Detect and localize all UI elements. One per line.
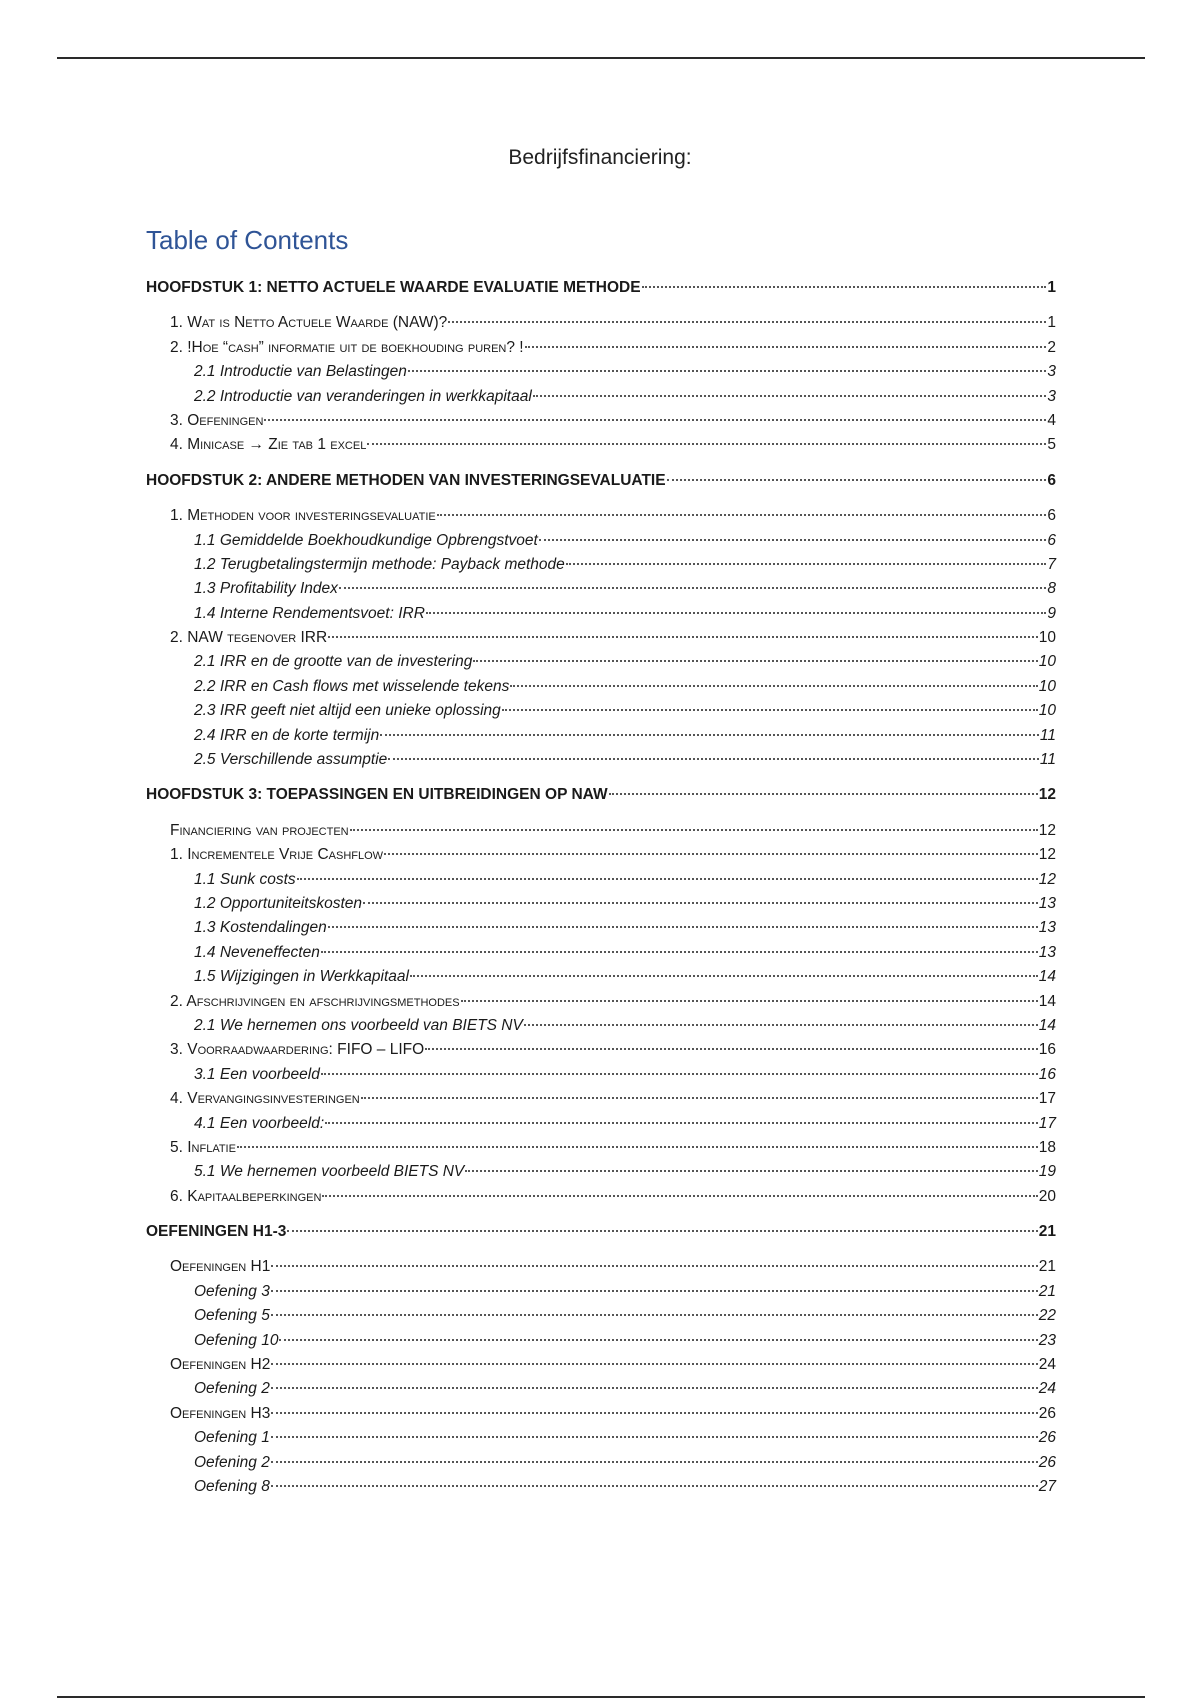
toc-dot-leader <box>425 1048 1038 1050</box>
toc-subsection-entry[interactable] <box>146 529 1056 553</box>
toc-entry-title: Oefeningen H3 <box>170 1404 271 1422</box>
toc-page-number: 14 <box>1038 968 1056 986</box>
toc-entry-title: 2.3 IRR geeft niet altijd een unieke oplossing <box>194 702 501 720</box>
toc-page-number: 19 <box>1038 1163 1056 1181</box>
toc-dot-leader <box>350 829 1038 831</box>
toc-entry-title: 2.4 IRR en de korte termijn <box>194 726 380 744</box>
toc-dot-leader <box>271 1436 1038 1438</box>
toc-section-entry[interactable] <box>146 433 1056 457</box>
toc-dot-leader <box>264 419 1046 421</box>
toc-heading: Table of Contents <box>146 225 349 255</box>
toc-subsection-entry[interactable] <box>146 1304 1056 1328</box>
toc-entry-title: 2.2 IRR en Cash flows met wisselende tekens <box>194 677 510 695</box>
toc-spacer <box>146 772 1056 783</box>
toc-dot-leader <box>361 1097 1038 1099</box>
toc-page-number: 16 <box>1038 1065 1056 1083</box>
toc-subsection-entry[interactable] <box>146 385 1056 409</box>
toc-page-number: 6 <box>1047 471 1056 489</box>
toc-entry-title: 3.1 Een voorbeeld <box>194 1065 320 1083</box>
toc-page-number: 21 <box>1038 1223 1056 1241</box>
toc-entry-title: 1.4 Neveneffecten <box>194 943 320 961</box>
toc-page-number: 12 <box>1038 846 1056 864</box>
toc-section-entry[interactable] <box>146 1185 1056 1209</box>
toc-subsection-entry[interactable] <box>146 1063 1056 1087</box>
toc-dot-leader <box>408 370 1047 372</box>
toc-entry-title: Oefening 5 <box>194 1307 270 1325</box>
toc-entry-title: 1.1 Gemiddelde Boekhoudkundige Opbrengstvoet <box>194 531 538 549</box>
toc-dot-leader <box>461 1000 1038 1002</box>
toc-dot-leader <box>328 926 1038 928</box>
toc-subsection-entry[interactable] <box>146 675 1056 699</box>
toc-subsection-entry[interactable] <box>146 892 1056 916</box>
toc-entry-title: 1. Methoden voor investeringsevaluatie <box>170 507 436 525</box>
toc-page-number: 11 <box>1039 726 1056 744</box>
toc-page-number: 26 <box>1038 1453 1056 1471</box>
toc-page-number: 3 <box>1047 363 1056 381</box>
toc-entry-title: 2. !Hoe “cash” informatie uit de boekhouding puren? ! <box>170 338 524 356</box>
toc-dot-leader <box>525 346 1047 348</box>
toc-section-entry[interactable] <box>146 819 1056 843</box>
toc-entry-title: 5. Inflatie <box>170 1138 236 1156</box>
toc-entry-title: 1.2 Opportuniteitskosten <box>194 894 363 912</box>
toc-section-entry[interactable] <box>146 1087 1056 1111</box>
toc-page-number: 13 <box>1038 943 1056 961</box>
toc-subsection-entry[interactable] <box>146 1329 1056 1353</box>
toc-dot-leader <box>539 539 1047 541</box>
toc-page-number: 24 <box>1038 1380 1056 1398</box>
toc-entry-title: Financiering van projecten <box>170 821 349 839</box>
toc-page-number: 17 <box>1038 1090 1056 1108</box>
toc-page-number: 23 <box>1038 1331 1056 1349</box>
toc-spacer <box>146 458 1056 469</box>
toc-subsection-entry[interactable] <box>146 941 1056 965</box>
toc-dot-leader <box>566 563 1047 565</box>
toc-dot-leader <box>271 1290 1038 1292</box>
toc-dot-leader <box>642 286 1047 288</box>
toc-entry-title: 3. Voorraadwaardering: FIFO – LIFO <box>170 1041 425 1059</box>
toc-dot-leader <box>473 660 1037 662</box>
toc-dot-leader <box>609 793 1038 795</box>
toc-subsection-entry[interactable] <box>146 1451 1056 1475</box>
toc-subsection-entry[interactable] <box>146 916 1056 940</box>
toc-dot-leader <box>271 1461 1038 1463</box>
toc-page-number: 11 <box>1039 751 1056 769</box>
toc-entry-title: 1.5 Wijzigingen in Werkkapitaal <box>194 968 409 986</box>
toc-entry-title: 2.1 IRR en de grootte van de investering <box>194 653 473 671</box>
toc-subsection-entry[interactable] <box>146 1160 1056 1184</box>
toc-dot-leader <box>437 514 1047 516</box>
toc-chapter-entry[interactable] <box>146 276 1056 300</box>
toc-section-entry[interactable] <box>146 990 1056 1014</box>
toc-page-number: 26 <box>1038 1404 1056 1422</box>
toc-subsection-entry[interactable] <box>146 553 1056 577</box>
toc-section-entry[interactable] <box>146 626 1056 650</box>
toc-entry-title: Oefening 3 <box>194 1282 270 1300</box>
toc-section-entry[interactable] <box>146 336 1056 360</box>
toc-entry-title: 1.4 Interne Rendementsvoet: IRR <box>194 604 425 622</box>
toc-dot-leader <box>328 636 1038 638</box>
toc-entry-title: 6. Kapitaalbeperkingen <box>170 1187 322 1205</box>
toc-subsection-entry[interactable] <box>146 1377 1056 1401</box>
toc-entry-title: Oefening 2 <box>194 1453 270 1471</box>
toc-page-number: 13 <box>1038 919 1056 937</box>
toc-page-number: 10 <box>1038 629 1056 647</box>
toc-dot-leader <box>384 853 1038 855</box>
toc-entry-title: 1. Wat is Netto Actuele Waarde (NAW)? <box>170 314 448 332</box>
toc-subsection-entry[interactable] <box>146 1112 1056 1136</box>
toc-entry-title: Oefening 2 <box>194 1380 270 1398</box>
toc-subsection-entry[interactable] <box>146 965 1056 989</box>
toc-page-number: 24 <box>1038 1356 1056 1374</box>
toc-entry-title: HOOFDSTUK 1: NETTO ACTUELE WAARDE EVALUATIE METHODE <box>146 279 641 296</box>
toc-page-number: 6 <box>1047 531 1056 549</box>
toc-dot-leader <box>271 1387 1038 1389</box>
toc-section-entry[interactable] <box>146 1038 1056 1062</box>
toc-dot-leader <box>510 685 1037 687</box>
toc-section-entry[interactable] <box>146 1255 1056 1279</box>
toc-page-number: 14 <box>1038 1016 1056 1034</box>
toc-dot-leader <box>271 1412 1037 1414</box>
document-title: Bedrijfsfinanciering: <box>508 146 692 169</box>
toc-subsection-entry[interactable] <box>146 577 1056 601</box>
toc-subsection-entry[interactable] <box>146 724 1056 748</box>
toc-subsection-entry[interactable] <box>146 650 1056 674</box>
toc-entry-title: 1.2 Terugbetalingstermijn methode: Payback methode <box>194 555 565 573</box>
toc-dot-leader <box>321 951 1038 953</box>
toc-chapter-entry[interactable] <box>146 1220 1056 1244</box>
toc-dot-leader <box>325 1122 1038 1124</box>
toc-page-number: 2 <box>1047 338 1056 356</box>
toc-entry-title: 4.1 Een voorbeeld: <box>194 1114 325 1132</box>
toc-page-number: 21 <box>1038 1258 1056 1276</box>
toc-dot-leader <box>339 587 1046 589</box>
toc-section-entry[interactable] <box>146 1136 1056 1160</box>
toc-subsection-entry[interactable] <box>146 1475 1056 1499</box>
toc-section-entry[interactable] <box>146 311 1056 335</box>
toc-entry-title: HOOFDSTUK 2: ANDERE METHODEN VAN INVESTERINGSEVALUATIE <box>146 471 666 489</box>
toc-subsection-entry[interactable] <box>146 1280 1056 1304</box>
toc-page-number: 12 <box>1038 821 1056 839</box>
toc-page-number: 10 <box>1038 653 1056 671</box>
toc-page-number: 9 <box>1047 604 1056 622</box>
toc-page-number: 20 <box>1038 1187 1056 1205</box>
toc-entry-title: Oefening 8 <box>194 1477 270 1495</box>
toc-page-number: 17 <box>1038 1114 1056 1132</box>
toc-dot-leader <box>271 1485 1038 1487</box>
toc-entry-title: 2.5 Verschillende assumptie <box>194 751 388 769</box>
header-rule <box>57 57 1145 59</box>
toc-section-entry[interactable] <box>146 1402 1056 1426</box>
toc-entry-title: Oefeningen H2 <box>170 1356 271 1374</box>
toc-entry-title: 2.1 Introductie van Belastingen <box>194 363 407 381</box>
toc-dot-leader <box>287 1230 1037 1232</box>
toc-page-number: 3 <box>1047 387 1056 405</box>
toc-page-number: 16 <box>1038 1041 1056 1059</box>
toc-entry-title: Oefeningen H1 <box>170 1258 271 1276</box>
toc-subsection-entry[interactable] <box>146 699 1056 723</box>
toc-section-entry[interactable] <box>146 504 1056 528</box>
toc-page-number: 8 <box>1047 580 1056 598</box>
toc-entry-title: Oefening 1 <box>194 1429 270 1447</box>
toc-dot-leader <box>367 443 1046 445</box>
toc-dot-leader <box>297 878 1038 880</box>
toc-dot-leader <box>321 1073 1038 1075</box>
toc-page-number: 4 <box>1047 411 1056 429</box>
toc-entry-title: 4. Vervangingsinvesteringen <box>170 1090 360 1108</box>
toc-entry-title: 1.3 Profitability Index <box>194 580 338 598</box>
toc-section-entry[interactable] <box>146 843 1056 867</box>
toc-chapter-entry[interactable] <box>146 783 1056 807</box>
toc-subsection-entry[interactable] <box>146 1426 1056 1450</box>
toc-page-number: 7 <box>1047 555 1056 573</box>
toc-entry-title: 2.1 We hernemen ons voorbeeld van BIETS NV <box>194 1016 523 1034</box>
toc-dot-leader <box>279 1339 1037 1341</box>
toc-subsection-entry[interactable] <box>146 602 1056 626</box>
toc-entry-title: 3. Oefeningen <box>170 411 264 429</box>
toc-dot-leader <box>667 479 1047 481</box>
toc-dot-leader <box>426 612 1046 614</box>
toc-section-entry[interactable] <box>146 409 1056 433</box>
toc-dot-leader <box>448 321 1046 323</box>
toc-dot-leader <box>380 734 1039 736</box>
toc-dot-leader <box>388 758 1039 760</box>
toc-entry-title: 4. Minicase → Zie tab 1 excel <box>170 436 367 454</box>
toc-entry-title: 5.1 We hernemen voorbeeld BIETS NV <box>194 1163 465 1181</box>
toc-dot-leader <box>271 1314 1038 1316</box>
toc-dot-leader <box>524 1024 1038 1026</box>
toc-entry-title: 1.3 Kostendalingen <box>194 919 327 937</box>
toc-subsection-entry[interactable] <box>146 360 1056 384</box>
toc-page-number: 21 <box>1038 1282 1056 1300</box>
toc-entry-title: HOOFDSTUK 3: TOEPASSINGEN EN UITBREIDINGEN OP NAW <box>146 786 608 804</box>
toc-page-number: 12 <box>1038 870 1056 888</box>
toc-subsection-entry[interactable] <box>146 1014 1056 1038</box>
toc-dot-leader <box>465 1170 1038 1172</box>
toc-page-number: 27 <box>1038 1477 1056 1495</box>
toc-page-number: 1 <box>1047 314 1056 332</box>
toc-subsection-entry[interactable] <box>146 748 1056 772</box>
toc-spacer <box>146 1209 1056 1220</box>
toc-dot-leader <box>533 395 1047 397</box>
toc-dot-leader <box>322 1195 1037 1197</box>
toc-page-number: 1 <box>1047 279 1056 296</box>
toc-page-number: 6 <box>1047 507 1056 525</box>
toc-dot-leader <box>271 1363 1037 1365</box>
toc-entry-title: 2. Afschrijvingen en afschrijvingsmethodes <box>170 992 460 1010</box>
toc-chapter-entry[interactable] <box>146 469 1056 493</box>
toc-subsection-entry[interactable] <box>146 868 1056 892</box>
toc-page-number: 13 <box>1038 894 1056 912</box>
toc-entry-title: Oefening 10 <box>194 1331 279 1349</box>
toc-dot-leader <box>363 902 1038 904</box>
toc-page-number: 5 <box>1047 436 1056 454</box>
toc-dot-leader <box>410 975 1038 977</box>
toc-dot-leader <box>502 709 1038 711</box>
toc-section-entry[interactable] <box>146 1353 1056 1377</box>
toc-entry-title: 2.2 Introductie van veranderingen in werkkapitaal <box>194 387 532 405</box>
toc-dot-leader <box>237 1146 1038 1148</box>
toc-page-number: 10 <box>1038 677 1056 695</box>
toc-entry-title: 2. NAW tegenover IRR <box>170 629 328 647</box>
table-of-contents <box>146 276 1056 1499</box>
footer-rule <box>57 1696 1145 1698</box>
toc-page-number: 22 <box>1038 1307 1056 1325</box>
toc-page-number: 18 <box>1038 1138 1056 1156</box>
toc-entry-title: OEFENINGEN H1-3 <box>146 1223 287 1241</box>
toc-page-number: 26 <box>1038 1429 1056 1447</box>
toc-dot-leader <box>271 1265 1037 1267</box>
toc-page-number: 12 <box>1038 786 1056 804</box>
toc-entry-title: 1. Incrementele Vrije Cashflow <box>170 846 384 864</box>
toc-page-number: 14 <box>1038 992 1056 1010</box>
toc-entry-title: 1.1 Sunk costs <box>194 870 296 888</box>
toc-page-number: 10 <box>1038 702 1056 720</box>
